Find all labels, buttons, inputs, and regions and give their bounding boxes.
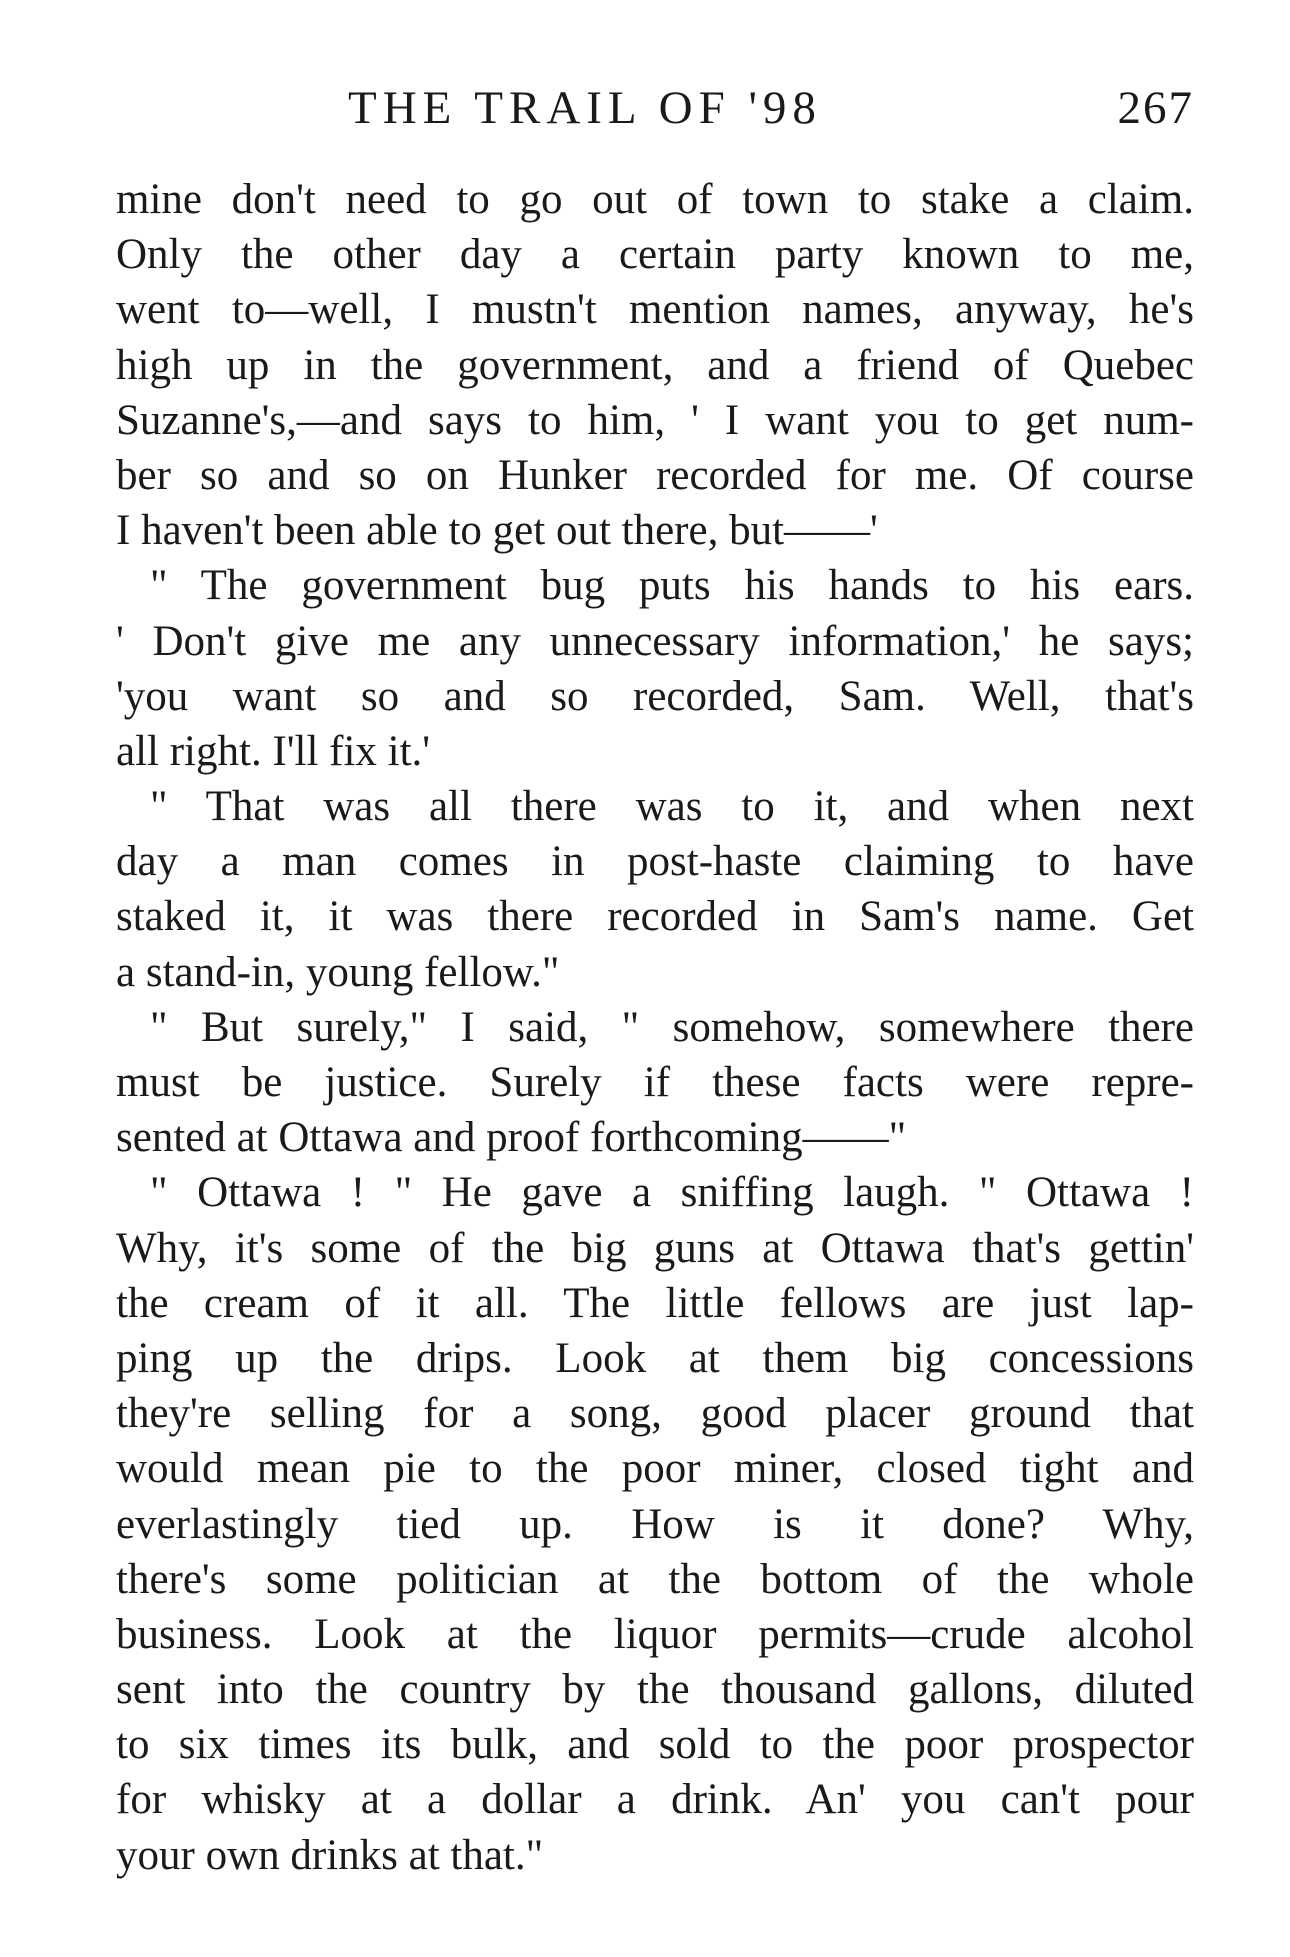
text-line: all right. I'll fix it.' bbox=[116, 727, 431, 775]
running-head bbox=[116, 78, 1194, 138]
text-line: mine don't need to go out of town to stake a claim. bbox=[116, 176, 1194, 223]
page-number: 267 bbox=[1117, 82, 1194, 134]
text-line: " Ottawa ! " He gave a sniffing laugh. " Ottawa ! bbox=[150, 1169, 1194, 1217]
running-title: THE TRAIL OF '98 bbox=[348, 82, 822, 134]
text-line: sent into the country by the thousand gallons, diluted bbox=[116, 1666, 1194, 1714]
text-line: Why, it's some of the big guns at Ottawa that's gettin' bbox=[116, 1224, 1194, 1272]
body-text bbox=[116, 172, 1194, 1883]
text-line: Only the other day a certain party known to me, bbox=[116, 231, 1194, 279]
text-line: day a man comes in post-haste claiming to have bbox=[116, 838, 1194, 886]
text-line: there's some politician at the bottom of the whole bbox=[116, 1555, 1194, 1603]
text-line: ber so and so on Hunker recorded for me. Of course bbox=[116, 451, 1194, 499]
text-line: ping up the drips. Look at them big concessions bbox=[116, 1334, 1194, 1382]
text-line: the cream of it all. The little fellows are just lap- bbox=[116, 1279, 1194, 1327]
text-line: went to—well, I mustn't mention names, anyway, he's bbox=[116, 286, 1194, 334]
text-line: for whisky at a dollar a drink. An' you can't pour bbox=[116, 1776, 1194, 1824]
text-line: to six times its bulk, and sold to the poor prospector bbox=[116, 1721, 1194, 1769]
text-line: 'you want so and so recorded, Sam. Well, that's bbox=[116, 672, 1194, 720]
text-line: ' Don't give me any unnecessary information,' he says; bbox=[116, 617, 1194, 665]
text-line: they're selling for a song, good placer ground that bbox=[116, 1390, 1194, 1438]
text-line: high up in the government, and a friend of Quebec bbox=[116, 341, 1194, 389]
text-line: sented at Ottawa and proof forthcoming——" bbox=[116, 1114, 907, 1162]
text-line: would mean pie to the poor miner, closed tight and bbox=[116, 1445, 1194, 1493]
text-line: everlastingly tied up. How is it done? Why, bbox=[116, 1500, 1194, 1548]
text-line: " But surely," I said, " somehow, somewhere there bbox=[150, 1003, 1194, 1051]
text-line: Suzanne's,—and says to him, ' I want you to get num- bbox=[116, 396, 1194, 444]
text-line: " The government bug puts his hands to his ears. bbox=[150, 562, 1194, 610]
text-line: staked it, it was there recorded in Sam's name. Get bbox=[116, 893, 1194, 941]
text-line: must be justice. Surely if these facts were repre- bbox=[116, 1059, 1194, 1106]
text-line: business. Look at the liquor permits—crude alcohol bbox=[116, 1610, 1194, 1658]
text-line: I haven't been able to get out there, but——' bbox=[116, 507, 878, 555]
text-line: " That was all there was to it, and when next bbox=[150, 783, 1194, 831]
text-line: a stand-in, young fellow." bbox=[116, 948, 560, 996]
text-line: your own drinks at that." bbox=[116, 1831, 544, 1879]
